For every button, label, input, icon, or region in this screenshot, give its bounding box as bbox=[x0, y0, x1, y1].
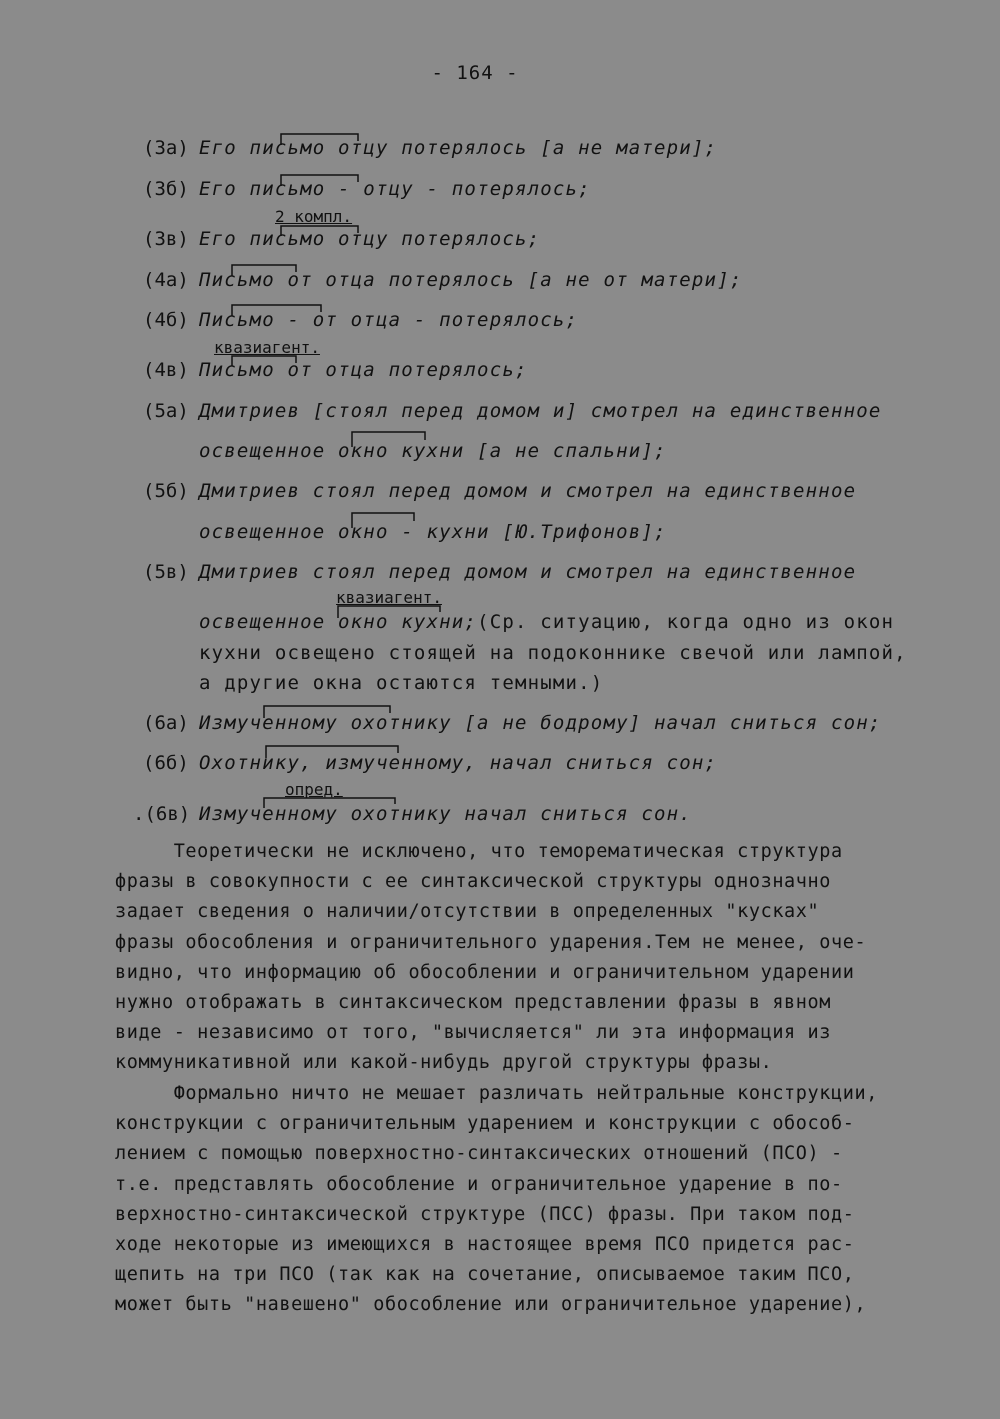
paragraph-line: Теоретически не исключено, что теморематическая структура bbox=[115, 841, 843, 862]
example-3b bbox=[143, 178, 591, 200]
paragraph-line: щепить на три ПСО (так как на сочетание, описываемое таким ПСО, bbox=[115, 1264, 855, 1286]
example-3v bbox=[143, 228, 540, 250]
example-6a bbox=[143, 712, 882, 734]
paragraph-line: фразы в совокупности с ее синтаксической структуры однозначно bbox=[115, 871, 832, 893]
paragraph-line: ходе некоторые из имеющихся в настоящее время ПСО придется рас- bbox=[115, 1234, 855, 1256]
example-text-italic: освещенное окно кухни; bbox=[199, 611, 478, 633]
example-5a-continuation: освещенное окно кухни [а не спальни]; bbox=[199, 440, 667, 462]
example-number: (6б) bbox=[143, 752, 189, 774]
paragraph-line: конструкции с ограничительным ударением и конструкции с обособ- bbox=[115, 1113, 855, 1135]
example-6b bbox=[143, 752, 717, 774]
example-5b bbox=[143, 480, 856, 502]
paragraph-line: Формально ничто не мешает различать нейтральные конструкции, bbox=[115, 1083, 878, 1104]
example-number: (3в) bbox=[143, 228, 189, 250]
example-4a bbox=[143, 269, 742, 291]
example-text: Дмитриев стоял перед домом и смотрел на единственное bbox=[199, 480, 857, 502]
example-5v-continuation-3: а другие окна остаются темными.) bbox=[199, 672, 604, 694]
example-text: Письмо - от отца - потерялось; bbox=[199, 309, 579, 331]
example-number: (4а) bbox=[143, 269, 189, 291]
example-5b-continuation: освещенное окно - кухни [Ю.Трифонов]; bbox=[199, 521, 667, 543]
annotation-2-compl: 2 компл. bbox=[275, 207, 353, 226]
example-text: Его письмо - отцу - потерялось; bbox=[199, 178, 591, 200]
paragraph-1 bbox=[115, 837, 895, 1079]
example-text: Его письмо отцу потерялось [а не матери]; bbox=[199, 137, 718, 159]
example-text: Письмо от отца потерялось; bbox=[199, 359, 528, 381]
example-number: (3б) bbox=[143, 178, 189, 200]
page-number: - 164 - bbox=[431, 62, 519, 84]
example-text: Измученному охотнику начал сниться сон. bbox=[199, 803, 692, 825]
example-text: Письмо от отца потерялось [а не от матери]; bbox=[199, 269, 743, 291]
annotation-quasiagent-2: квазиагент. bbox=[336, 588, 442, 607]
example-number: (4б) bbox=[143, 309, 189, 331]
paragraph-line: лением с помощью поверхностно-синтаксических отношений (ПСО) - bbox=[115, 1143, 843, 1165]
example-text: Дмитриев стоял перед домом и смотрел на единственное bbox=[199, 561, 857, 583]
paragraph-line: виде - независимо от того, "вычисляется" ли эта информация из bbox=[115, 1022, 832, 1044]
example-5a bbox=[143, 400, 882, 422]
paragraph-line: верхностно-синтаксической структуре (ПСС) фразы. При таком под- bbox=[115, 1203, 855, 1225]
example-text: Охотнику, измученному, начал сниться сон; bbox=[199, 752, 718, 774]
example-4v bbox=[143, 359, 528, 381]
example-4b bbox=[143, 309, 578, 331]
paragraph-line: коммуникативной или какой-нибудь другой структуры фразы. bbox=[115, 1052, 773, 1074]
example-5v-continuation-2: кухни освещено стоящей на подоконнике свечой или лампой, bbox=[199, 642, 907, 664]
example-5v-continuation bbox=[199, 611, 894, 633]
example-number: (6а) bbox=[143, 712, 189, 734]
paragraph-line: нужно отображать в синтаксическом представлении фразы в явном bbox=[115, 992, 832, 1014]
paragraph-line: т.е. представлять обособление и ограничительное ударение в по- bbox=[115, 1173, 843, 1195]
example-number: (4в) bbox=[143, 359, 189, 381]
annotation-quasiagent: квазиагент. bbox=[214, 338, 320, 357]
example-text-comment: (Ср. ситуацию, когда одно из окон bbox=[477, 611, 895, 633]
paragraph-line: задает сведения о наличии/отсутствии в определенных "кусках" bbox=[115, 901, 820, 923]
paragraph-line: может быть "навешено" обособление или ограничительное ударение), bbox=[115, 1294, 867, 1316]
paragraph-line: видно, что информацию об обособлении и ограничительном ударении bbox=[115, 961, 855, 983]
example-text: Измученному охотнику [а не бодрому] начал сниться сон; bbox=[199, 712, 882, 734]
example-5v bbox=[143, 561, 856, 583]
example-number: (5а) bbox=[143, 400, 189, 422]
example-number: (5б) bbox=[143, 480, 189, 502]
example-3a bbox=[143, 137, 717, 159]
example-6v bbox=[133, 803, 692, 825]
annotation-attributive: опред. bbox=[285, 780, 343, 799]
example-text: Его письмо отцу потерялось; bbox=[199, 228, 541, 250]
example-number: (3а) bbox=[143, 137, 189, 159]
paragraph-2 bbox=[115, 1079, 895, 1321]
example-number: (5в) bbox=[143, 561, 189, 583]
example-number: .(6в) bbox=[133, 803, 191, 825]
example-text: Дмитриев [стоял перед домом и] смотрел на единственное bbox=[199, 400, 882, 422]
paragraph-line: фразы обособления и ограничительного ударения.Тем не менее, оче- bbox=[115, 931, 867, 953]
